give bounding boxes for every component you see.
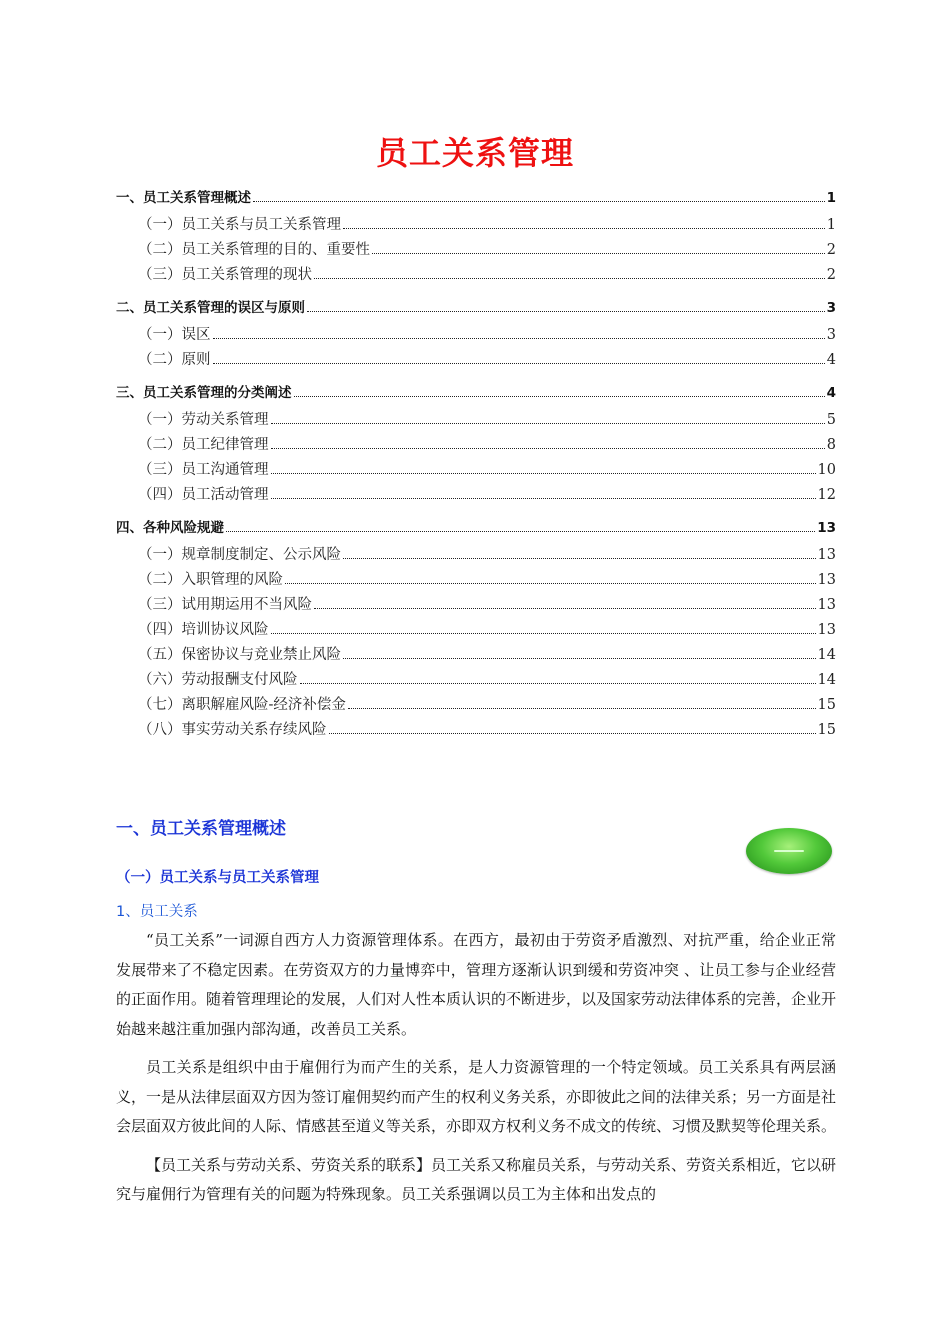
toc-entry-chapter[interactable] [116, 516, 836, 543]
toc-entry-label: （四）培训协议风险 [138, 622, 269, 638]
toc-page-number: 2 [826, 242, 836, 258]
toc-leader-dots [343, 557, 816, 559]
toc-entry-label: （一）员工关系与员工关系管理 [138, 217, 341, 233]
toc-entry-chapter[interactable] [116, 381, 836, 408]
toc-page-number: 4 [826, 352, 836, 368]
toc-leader-dots [372, 252, 825, 254]
toc-leader-dots [329, 732, 816, 734]
toc-entry-label: （二）员工纪律管理 [138, 437, 269, 453]
paragraph-2: 员工关系是组织中由于雇佣行为而产生的关系，是人力资源管理的一个特定领域。员工关系具有两层涵义，一是从法律层面双方因为签订雇佣契约而产生的权利义务关系，亦即彼此之间的法律关系；另一方面是社会层面双方彼此间的人际、情感甚至道义等关系，亦即双方权利义务不成文的传统、习惯及默契等伦理关系。 [116, 1058, 837, 1135]
toc-page-number: 15 [817, 697, 836, 713]
toc-entry-section[interactable] [116, 718, 836, 743]
toc-leader-dots [307, 310, 825, 312]
toc-page-number: 14 [817, 647, 836, 663]
toc-entry-label: （二）原则 [138, 352, 211, 368]
toc-entry-label: （六）劳动报酬支付风险 [138, 672, 298, 688]
toc-entry-label: （四）员工活动管理 [138, 487, 269, 503]
toc-entry-label: 一、员工关系管理概述 [116, 190, 251, 206]
toc-entry-label: （二）入职管理的风险 [138, 572, 283, 588]
toc-entry-label: （五）保密协议与竞业禁止风险 [138, 647, 341, 663]
toc-leader-dots [226, 530, 815, 532]
toc-entry-label: （三）员工沟通管理 [138, 462, 269, 478]
toc-page-number: 4 [826, 385, 836, 401]
paragraph-1: “员工关系”一词源自西方人力资源管理体系。在西方，最初由于劳资矛盾激烈、对抗严重，给企业正常发展带来了不稳定因素。在劳资双方的力量博弈中，管理方逐渐认识到缓和劳资冲突 、让员工参与企业经营的正面作用。随着管理理论的发展，人们对人性本质认识的不断进步，以及国家劳动法律体系的完善，企业开始越来越注重加强内部沟通，改善员工关系。 [116, 931, 837, 1038]
green-ellipse-shape [746, 828, 832, 874]
toc-page-number: 14 [817, 672, 836, 688]
toc-entry-label: 三、员工关系管理的分类阐述 [116, 385, 292, 401]
toc-entry-section[interactable] [116, 543, 836, 568]
toc-page-number: 2 [826, 267, 836, 283]
toc-entry-label: 四、各种风险规避 [116, 520, 224, 536]
toc-leader-dots [314, 277, 825, 279]
toc-entry-label: （一）劳动关系管理 [138, 412, 269, 428]
toc-leader-dots [300, 682, 816, 684]
toc-page-number: 13 [817, 622, 836, 638]
toc-entry-section[interactable] [116, 643, 836, 668]
toc-entry-section[interactable] [116, 483, 836, 508]
toc-page-number: 15 [817, 722, 836, 738]
subsection-heading: （一）员工关系与员工关系管理 [116, 870, 319, 886]
toc-entry-label: （八）事实劳动关系存续风险 [138, 722, 327, 738]
toc-leader-dots [271, 447, 825, 449]
table-of-contents [116, 186, 836, 743]
toc-entry-label: （一）规章制度制定、公示风险 [138, 547, 341, 563]
toc-entry-label: （三）试用期运用不当风险 [138, 597, 312, 613]
toc-page-number: 13 [817, 597, 836, 613]
toc-entry-label: （七）离职解雇风险-经济补偿金 [138, 697, 346, 713]
toc-entry-chapter[interactable] [116, 296, 836, 323]
toc-entry-label: （三）员工关系管理的现状 [138, 267, 312, 283]
toc-entry-section[interactable] [116, 668, 836, 693]
toc-leader-dots [271, 497, 816, 499]
paragraph-3: 【员工关系与劳动关系、劳资关系的联系】员工关系又称雇员关系，与劳动关系、劳资关系相近，它以研究与雇佣行为管理有关的问题为特殊现象。员工关系强调以员工为主体和出发点的 [116, 1155, 837, 1203]
subsubsection-heading: 1、员工关系 [116, 904, 198, 920]
toc-page-number: 12 [817, 487, 836, 503]
toc-page-number: 13 [817, 547, 836, 563]
toc-page-number: 8 [826, 437, 836, 453]
toc-leader-dots [343, 227, 825, 229]
toc-entry-section[interactable] [116, 693, 836, 718]
toc-entry-section[interactable] [116, 568, 836, 593]
toc-entry-section[interactable] [116, 433, 836, 458]
toc-entry-section[interactable] [116, 408, 836, 433]
toc-page-number: 5 [826, 412, 836, 428]
toc-page-number: 10 [817, 462, 836, 478]
toc-entry-section[interactable] [116, 618, 836, 643]
toc-page-number: 3 [826, 327, 836, 343]
toc-page-number: 3 [826, 300, 836, 316]
toc-leader-dots [348, 707, 816, 709]
toc-entry-section[interactable] [116, 238, 836, 263]
toc-leader-dots [213, 337, 825, 339]
page-title: 员工关系管理 [375, 134, 574, 172]
toc-entry-section[interactable] [116, 348, 836, 373]
toc-leader-dots [294, 395, 825, 397]
toc-leader-dots [271, 422, 825, 424]
toc-page-number: 1 [826, 217, 836, 233]
toc-entry-section[interactable] [116, 323, 836, 348]
toc-page-number: 13 [817, 520, 836, 536]
toc-leader-dots [343, 657, 816, 659]
ellipse-highlight [774, 850, 804, 852]
toc-leader-dots [271, 632, 816, 634]
toc-entry-label: （一）误区 [138, 327, 211, 343]
toc-leader-dots [213, 362, 825, 364]
toc-page-number: 13 [817, 572, 836, 588]
toc-leader-dots [253, 200, 825, 202]
section-heading: 一、员工关系管理概述 [116, 819, 286, 839]
body-text [116, 926, 836, 1219]
toc-leader-dots [271, 472, 816, 474]
toc-entry-section[interactable] [116, 458, 836, 483]
toc-entry-label: （二）员工关系管理的目的、重要性 [138, 242, 370, 258]
toc-leader-dots [314, 607, 816, 609]
toc-entry-section[interactable] [116, 263, 836, 288]
toc-entry-chapter[interactable] [116, 186, 836, 213]
toc-page-number: 1 [826, 190, 836, 206]
toc-leader-dots [285, 582, 816, 584]
toc-entry-label: 二、员工关系管理的误区与原则 [116, 300, 305, 316]
toc-entry-section[interactable] [116, 593, 836, 618]
toc-entry-section[interactable] [116, 213, 836, 238]
